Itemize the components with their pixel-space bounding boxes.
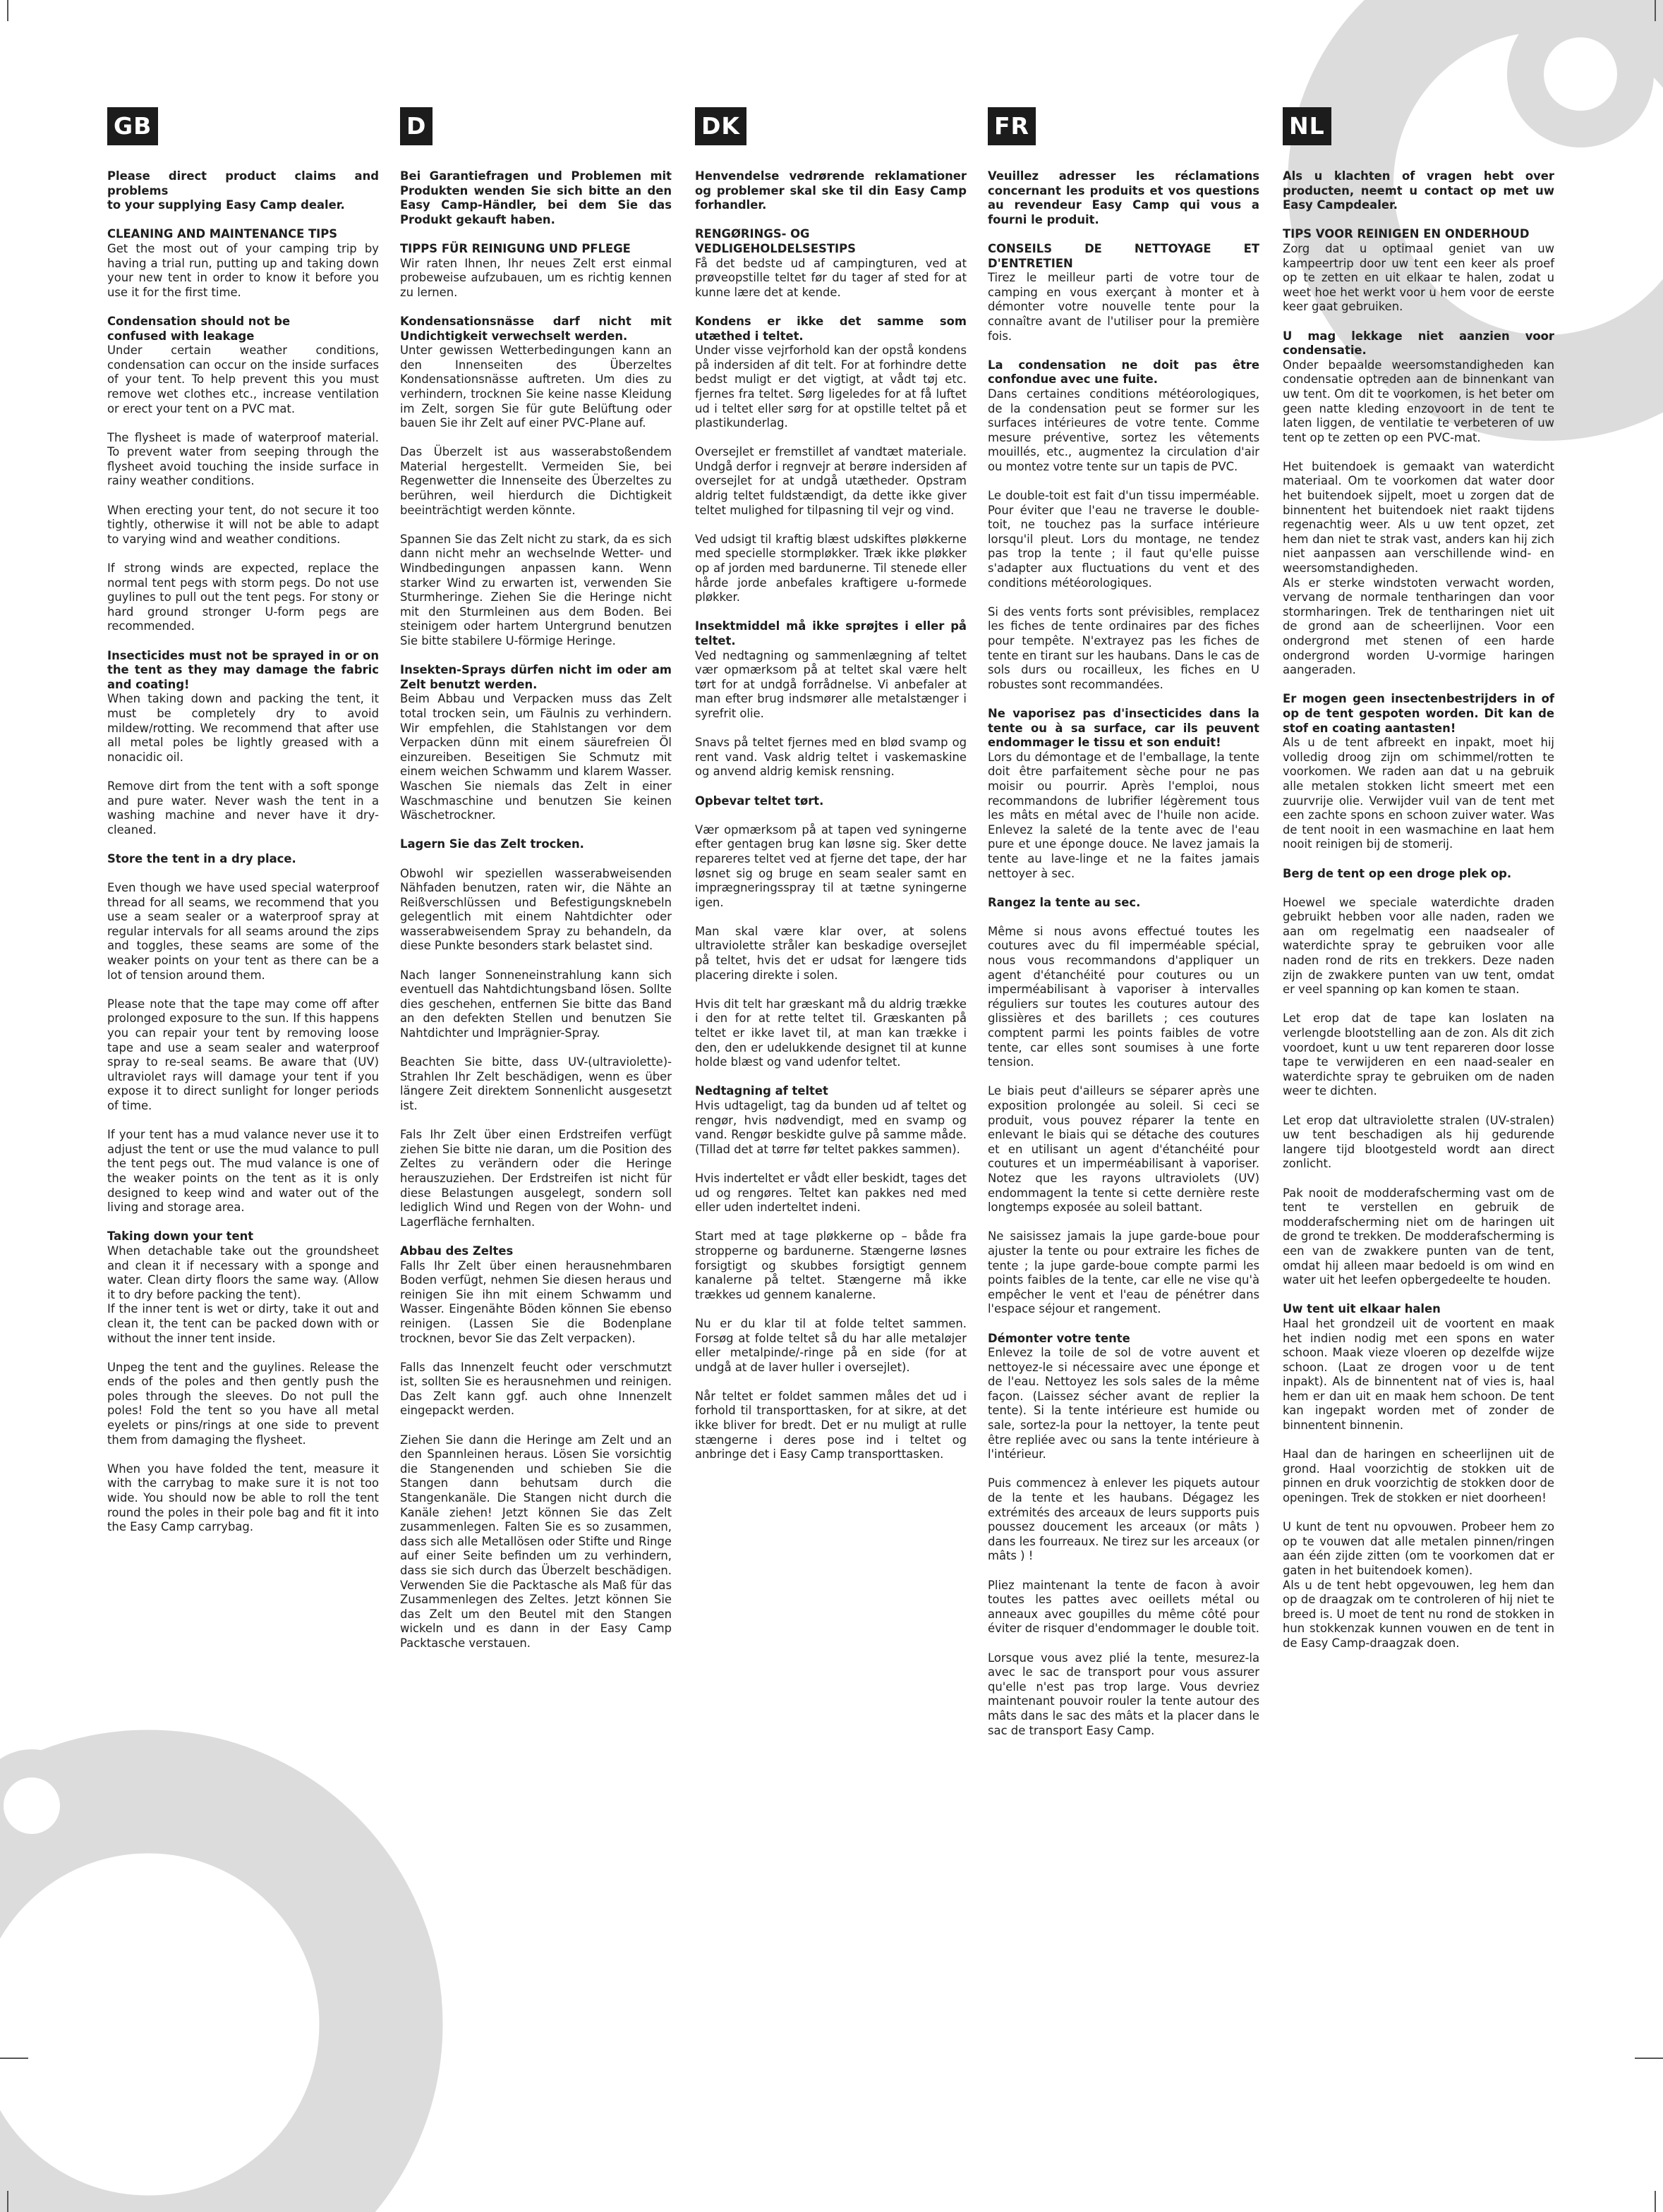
section-heading: Berg de tent op een droge plek op. xyxy=(1283,866,1512,880)
language-badge: GB xyxy=(107,107,158,145)
section-heading: TIPPS FÜR REINIGUNG UND PFLEGE xyxy=(400,241,631,255)
body-paragraph: Hvis udtageligt, tag da bunden ud af teltet og rengør, hvis nødvendigt, med en svamp og vand. Rengør beskidte gulve på samme måde. (Tillad det at tørre før teltet pakkes sammen). xyxy=(695,1099,967,1156)
body-paragraph: Let erop dat ultraviolette stralen (UV-stralen) uw tent beschadigen als hij gedurende langere tijd blootgesteld wordt aan direct zonlicht. xyxy=(1283,1113,1554,1171)
section-heading: Condensation should not be confused with leakage xyxy=(107,314,291,343)
body-paragraph: Le biais peut d'ailleurs se séparer après une exposition prolongée au soleil. Si ceci se produit, vous pouvez réparer la tente en enlevant le biais qui se détache des coutures et en utilisant un agent d'étanchéité pour coutures et un imperméabilisant à vaporiser. Notez que les rayons ultraviolets (UV) endommagent la tente si cette dernière reste longtemps exposée au soleil battant. xyxy=(988,1084,1259,1215)
body-paragraph: Ved nedtagning og sammenlægning af teltet vær opmærksom på at teltet skal være helt tørt for at undgå forrådnelse. Vi anbefaler at man efter brug indsmører alle metalstænger i syrefrit olie. xyxy=(695,648,967,720)
body-paragraph: Få det bedste ud af campingturen, ved at prøveopstille teltet før du tager af sted for at kunne lære det at kende. xyxy=(695,256,967,299)
body-paragraph: Let erop dat de tape kan loslaten na verlengde blootstelling aan de zon. Als dit zich voordoet, kunt u uw tent repareren door losse tape te verwijderen en een naad-sealer en waterdichte spray te gebruiken om de naden weer te dichten. xyxy=(1283,1011,1554,1098)
section-heading: RENGØRINGS- OG VEDLIGEHOLDELSESTIPS xyxy=(695,227,856,255)
crop-mark xyxy=(1635,2058,1663,2059)
body-paragraph: Lors du démontage et de l'emballage, la tente doit être parfaitement sèche pour ne pas moisir ou pourrir. Après l'emploi, nous recommandons de lubrifier légèrement tous les mâts en métal avec de l'huile non acide. Enlevez la saleté de la tente avec de l'eau pure et une éponge douce. Ne lavez jamais la tente au lave-linge et ne la faites jamais nettoyer à sec. xyxy=(988,750,1259,880)
section-heading: Insecticides must not be sprayed in or on the tent as they may damage the fabric and coating! xyxy=(107,648,379,691)
language-badge: FR xyxy=(988,107,1036,145)
body-paragraph: Snavs på teltet fjernes med en blød svamp og rent vand. Vask aldrig teltet i vaskemaskine og anvend aldrig kemisk rensning. xyxy=(695,736,967,779)
body-paragraph: Het buitendoek is gemaakt van waterdicht materiaal. Om te voorkomen dat water door het buitendoek sijpelt, moet u zorgen dat de binnentent het buitendoek niet raakt tijdens regenachtig weer. Als u uw tent opzet, zet hem dan niet te strak vast, anders kan hij zich niet aanpassen aan verschillende wind- en weersomstandigheden. Als er sterke windstoten verwacht worden, vervang de normale tentharingen dan voor stormharingen. Trek de tentharingen niet uit de grond aan de scheerlijnen. Voor een ondergrond met stenen of een harde ondergrond worden U-vormige haringen aangeraden. xyxy=(1283,459,1554,677)
body-paragraph: Le double-toit est fait d'un tissu imperméable. Pour éviter que l'eau ne traverse le double-toit, ne touchez pas la surface intérieure lorsqu'il pleut. Lors du montage, ne tendez pas trop la tente ; il faut qu'elle puisse s'adapter aux fluctuations du vent et des conditions météorologiques. xyxy=(988,489,1259,590)
crop-mark xyxy=(7,2191,8,2212)
section-heading: Taking down your tent xyxy=(107,1229,254,1244)
body-paragraph: Unter gewissen Wetterbedingungen kann an den Innenseiten des Überzeltes Kondensationsnässe auftreten. Um dies zu verhindern, trocknen Sie keine nasse Kleidung im Zelt, sorgen Sie für gute Belüftung oder bauen Sie ihr Zelt auf einer PVC-Plane auf. xyxy=(400,344,672,430)
body-paragraph: Hoewel we speciale waterdichte draden gebruikt hebben voor alle naden, raden we aan om regelmatig een naadsealer of waterdichte spray te gebruiken voor alle naden rond de rits en trekkers. Deze naden zijn de zwakkere punten van uw tent, omdat er veel spanning op kan komen te staan. xyxy=(1283,895,1554,997)
body-paragraph: Dans certaines conditions météorologiques, de la condensation peut se former sur les surfaces intérieures de votre tente. Comme mesure préventive, sortez les vêtements mouillés, etc., augmentez la circulation d'air ou montez votre tente sur un tapis de PVC. xyxy=(988,387,1259,473)
body-paragraph: Oversejlet er fremstillet af vandtæt materiale. Undgå derfor i regnvejr at berøre indersiden af oversejlet for at undgå utætheder. Opstram aldrig teltet fuldstændigt, da dette ikke giver teltet mulighed for tilpasning til vejr og vind. xyxy=(695,445,967,517)
body-paragraph: If strong winds are expected, replace the normal tent pegs with storm pegs. Do not use guylines to pull out the tent pegs. For stony or hard ground stronger U-form pegs are recommended. xyxy=(107,561,379,633)
body-paragraph: Tirez le meilleur parti de votre tour de camping en vous exerçant à monter et à démonter votre nouvelle tente pour la connaître avant de l'utiliser pour la première fois. xyxy=(988,271,1259,343)
language-badge: D xyxy=(400,107,433,145)
body-paragraph: When you have folded the tent, measure it with the carrybag to make sure it is not too wide. You should now be able to roll the tent round the poles in their pole bag and fit it into the Easy Camp carrybag. xyxy=(107,1462,379,1534)
body-paragraph: Nu er du klar til at folde teltet sammen. Forsøg at folde teltet så du har alle metaløjer eller metalpinde/-ringe på en side (for at undgå at de laver huller i oversejlet). xyxy=(695,1316,967,1374)
body-paragraph: Even though we have used special waterproof thread for all seams, we recommend that you use a seam sealer or a waterproof spray at regular intervals for all seams around the zips and toggles, these seams are some of the weaker points on your tent as there can be a lot of tension around them. xyxy=(107,881,379,982)
body-paragraph: Beim Abbau und Verpacken muss das Zelt total trocken sein, um Fäulnis zu verhindern. Wir empfehlen, die Stahlstangen vor dem Verpacken dünn mit einem säurefreien Öl einzureiben. Beseitigen Sie Schmutz mit einem weichen Schwamm und klarem Wasser. Waschen Sie niemals das Zelt in einer Waschmaschine und benutzen Sie keinen Wäschetrockner. xyxy=(400,692,672,822)
body-paragraph: Man skal være klar over, at solens ultraviolette stråler kan beskadige oversejlet på teltet, hvis det er udsat for længere tids placering direkte i solen. xyxy=(695,924,967,982)
section-heading: CLEANING AND MAINTENANCE TIPS xyxy=(107,227,338,241)
body-paragraph: Obwohl wir speziellen wasserabweisenden Nähfaden benutzen, raten wir, die Nähte an Reißverschlüssen und Befestigungsknebeln gelegentlich mit einem Nahtdichter oder wasserabweisendem Spray zu behandeln, da diese Punkte besonders stark belastet sind. xyxy=(400,866,672,953)
body-paragraph: Spannen Sie das Zelt nicht zu stark, da es sich dann nicht mehr an wechselnde Wetter- und Windbedingungen anpassen kann. Wenn starker Wind zu erwarten ist, verwenden Sie Sturmheringe. Ziehen Sie die Heringe nicht mit den Sturmleinen aus dem Boden. Bei steinigem oder hartem Untergrund benutzen Sie bitte stabilere U-förmige Heringe. xyxy=(400,532,672,648)
crop-mark xyxy=(1655,0,1656,21)
body-paragraph: U kunt de tent nu opvouwen. Probeer hem zo op te vouwen dat alle metalen pinnen/ringen aan één zijde zitten (om te voorkomen dat er gaten in het buitendoek komen). Als u de tent hebt opgevouwen, leg hem dan op de draagzak om te controleren of hij niet te breed is. U moet de tent nu rond de stokken in hun stokkenzak kunnen vouwen en de tent in de Easy Camp-draagzak doen. xyxy=(1283,1520,1554,1650)
section-heading: Nedtagning af teltet xyxy=(695,1084,828,1098)
section-heading: Rangez la tente au sec. xyxy=(988,895,1141,909)
body-paragraph: Hvis inderteltet er vådt eller beskidt, tages det ud og rengøres. Teltet kan pakkes ned med eller uden inderteltet indeni. xyxy=(695,1171,967,1215)
body-paragraph: Enlevez la toile de sol de votre auvent et nettoyez-le si nécessaire avec une éponge et de l'eau. Nettoyez les sols sales de la même façon. (Laissez sécher avant de replier la tente). Si la tente intérieure est humide ou sale, sortez-la pour la nettoyer, la tente peut être repliée avec ou sans la tente intérieure à l'intérieur. xyxy=(988,1346,1259,1462)
body-paragraph: Under visse vejrforhold kan der opstå kondens på indersiden af dit telt. For at forhindre dette bedst muligt er det vigtigt, at vådt tøj etc. fjernes fra teltet. Sørg ligeledes for at få luftet ud i teltet eller sørg for at opstille teltet på et plastikunderlag. xyxy=(695,344,967,430)
body-paragraph: Når teltet er foldet sammen måles det ud i forhold til transporttasken, for at sikre, at det ikke bliver for bredt. Det er nu muligt at rulle stængerne i deres pose ind i teltet og anbringe det i Easy Camp transporttasken. xyxy=(695,1389,967,1462)
section-heading: Opbevar teltet tørt. xyxy=(695,794,824,808)
body-paragraph: Zorg dat u optimaal geniet van uw kampeertrip door uw tent een keer als proef op te zetten en uit elkaar te halen, zodat u weet hoe het werkt voor u hem voor de eerste keer gaat gebruiken. xyxy=(1283,241,1554,314)
intro-paragraph: Please direct product claims and problems to your supplying Easy Camp dealer. xyxy=(107,169,379,212)
column-dk xyxy=(695,107,967,1476)
body-paragraph: Ne saisissez jamais la jupe garde-boue pour ajuster la tente ou pour extraire les fiches de tente ; la jupe garde-boue compte parmi les points faibles de la tente, car elle ne vise qu'à empêcher le vent et l'eau de pénétrer dans l'espace séjour et rangement. xyxy=(988,1229,1259,1316)
body-paragraph: Si des vents forts sont prévisibles, remplacez les fiches de tente ordinaires par des fiches pour tempête. N'extrayez pas les fiches de tente en tirant sur les haubans. Dans le cas de sols durs ou rocailleux, les fiches en U robustes sont recommandées. xyxy=(988,604,1259,691)
body-paragraph: Under certain weather conditions, condensation can occur on the inside surfaces of your tent. To help prevent this you must remove wet clothes etc., increase ventilation or erect your tent on a PVC mat. xyxy=(107,344,379,415)
section-heading: Er mogen geen insectenbestrijders in of op de tent gespoten worden. Dit kan de stof en coating aantasten! xyxy=(1283,692,1554,735)
language-badge: NL xyxy=(1283,107,1331,145)
body-paragraph: Falls Ihr Zelt über einen herausnehmbaren Boden verfügt, nehmen Sie diesen heraus und reinigen Sie ihn mit einem Schwamm und Wasser. Eingenähte Böden können Sie ebenso reinigen. (Lassen Sie die Bodenplane trocknen, bevor Sie das Zelt verpacken). xyxy=(400,1258,672,1345)
section-heading: Ne vaporisez pas d'insecticides dans la tente ou à sa surface, car ils peuvent endommager le tissu et son enduit! xyxy=(988,706,1259,750)
body-paragraph: Wir raten Ihnen, Ihr neues Zelt erst einmal probeweise aufzubauen, um es richtig kennen zu lernen. xyxy=(400,256,672,299)
body-paragraph: Haal het grondzeil uit de voortent en maak het indien nodig met een spons en water schoon. Maak vieze vloeren op dezelfde wijze schoon. (Laat ze drogen voor u de tent inpakt). Als de binnentent nat of vies is, haal hem er dan uit en maak hem schoon. De tent kan ingepakt worden met of zonder de binnentent binnenin. xyxy=(1283,1316,1554,1433)
body-paragraph: Puis commencez à enlever les piquets autour de la tente et les haubans. Dégagez les extrémités des arceaux de leurs supports puis poussez doucement les arceaux (or mâts ) dans les fourreaux. Ne tirez sur les arceaux (or mâts ) ! xyxy=(988,1476,1259,1563)
body-paragraph: Ziehen Sie dann die Heringe am Zelt und an den Spannleinen heraus. Lösen Sie vorsichtig die Stangenenden und schieben Sie die Stangen dann behutsam durch die Stangenkanäle. Die Stangen nicht durch die Kanäle ziehen! Jetzt können Sie das Zelt zusammenlegen. Falten Sie es so zusammen, dass sich alle Metallösen oder Stifte und Ringe auf einer Seite befinden um zu verhindern, dass sie sich durch das Überzelt beschädigen. Verwenden Sie die Packtasche als Maß für das Zusammenlegen des Zeltes. Jetzt können Sie das Zelt um den Beutel mit den Stangen wickeln und es dann in der Easy Camp Packtasche verstauen. xyxy=(400,1433,672,1650)
body-paragraph: Remove dirt from the tent with a soft sponge and pure water. Never wash the tent in a washing machine and never have it dry-cleaned. xyxy=(107,779,379,837)
body-paragraph: Pak nooit de modderafscherming vast om de tent te verstellen en gebruik de modderafscherming niet om de haringen uit de grond te trekken. De modderafscherming is een van de zwakkere punten van de tent, omdat hij alleen maar bedoeld is om wind en water uit het leefen opbergedeelte te houden. xyxy=(1283,1186,1554,1287)
body-paragraph: If your tent has a mud valance never use it to adjust the tent or use the mud valance to pull the tent pegs out. The mud valance is one of the weaker points on the tent as it is only designed to keep wind and water out of the living and storage area. xyxy=(107,1128,379,1215)
section-heading: Store the tent in a dry place. xyxy=(107,851,296,865)
section-heading: Kondens er ikke det samme som utæthed i teltet. xyxy=(695,314,967,343)
body-paragraph: Hvis dit telt har græskant må du aldrig trække i den for at rette teltet til. Græskanten på teltet er ikke lavet til, at man kan trække i den, den er udelukkende designet til at kunne holde blæst og vand udenfor teltet. xyxy=(695,997,967,1069)
crop-mark xyxy=(0,2058,28,2059)
body-paragraph: Onder bepaalde weersomstandigheden kan condensatie optreden aan de binnenkant van uw tent. Om dit te voorkomen, is het beter om geen natte kleding enzovoort in de tent te laten liggen, de ventilatie te verbeteren of uw tent op te zetten op een PVC-mat. xyxy=(1283,358,1554,444)
body-paragraph: The flysheet is made of waterproof material. To prevent water from seeping through the flysheet avoid touching the inside surface in rainy weather conditions. xyxy=(107,430,379,488)
body-paragraph: Please note that the tape may come off after prolonged exposure to the sun. If this happens you can repair your tent by removing loose tape and use a seam sealer and waterproof spray to re-seal seams. Be aware that (UV) ultraviolet rays will damage your tent if you expose it to direct sunlight for longer periods of time. xyxy=(107,997,379,1112)
body-paragraph: Nach langer Sonneneinstrahlung kann sich eventuell das Nahtdichtungsband lösen. Sollte dies geschehen, entfernen Sie bitte das Band an den defekten Stellen und benutzen Sie Nahtdichter und Imprägnier-Spray. xyxy=(400,968,672,1040)
column-nl xyxy=(1283,107,1554,1665)
section-heading: Lagern Sie das Zelt trocken. xyxy=(400,837,584,851)
column-body xyxy=(988,169,1259,1738)
body-paragraph: When taking down and packing the tent, it must be completely dry to avoid mildew/rotting. We recommend that after use all metal poles be lightly greased with a nonacidic oil. xyxy=(107,692,379,764)
section-heading: La condensation ne doit pas être confondue avec une fuite. xyxy=(988,358,1259,387)
body-paragraph: When detachable take out the groundsheet and clean it if necessary with a sponge and water. Clean dirty floors the same way. (Allow it to dry before packing the tent). If the inner tent is wet or dirty, take it out and clean it, the tent can be packed down with or without the inner tent inside. xyxy=(107,1244,379,1345)
crop-mark xyxy=(7,0,8,21)
column-body xyxy=(695,169,967,1462)
intro-paragraph: Henvendelse vedrørende reklamationer og problemer skal ske til din Easy Camp forhandler. xyxy=(695,169,967,212)
body-paragraph: Lorsque vous avez plié la tente, mesurez-la avec le sac de transport pour vous assurer qu'elle n'est pas trop large. Vous devriez maintenant pouvoir rouler la tente autour des mâts dans le sac des mâts et la placer dans le sac de transport Easy Camp. xyxy=(988,1651,1259,1737)
body-paragraph: Start med at tage pløkkerne op – både fra stropperne og bardunerne. Stængerne løsnes forsigtigt og skubbes forsigtigt gennem kanalerne på teltet. Stængerne må ikke trækkes ud gennem kanalerne. xyxy=(695,1229,967,1301)
body-paragraph: Haal dan de haringen en scheerlijnen uit de grond. Haal voorzichtig de stokken uit de pinnen en druk voorzichtig de stokken door de openingen. Trek de stokken er niet doorheen! xyxy=(1283,1447,1554,1505)
body-paragraph: Get the most out of your camping trip by having a trial run, putting up and taking down your new tent in order to know it before you use it for the first time. xyxy=(107,241,379,299)
section-heading: U mag lekkage niet aanzien voor condensatie. xyxy=(1283,329,1554,358)
body-paragraph: Falls das Innenzelt feucht oder verschmutzt ist, sollten Sie es herausnehmen und reinigen. Das Zelt kann ggf. auch ohne Innenzelt eingepackt werden. xyxy=(400,1360,672,1418)
body-paragraph: Beachten Sie bitte, dass UV-(ultraviolette)-Strahlen Ihr Zelt beschädigen, wenn es über längere Zeit direktem Sonnenlicht ausgesetzt ist. xyxy=(400,1055,672,1112)
column-body xyxy=(1283,169,1554,1651)
section-heading: CONSEILS DE NETTOYAGE ET D'ENTRETIEN xyxy=(988,241,1259,270)
section-heading: Kondensationsnässe darf nicht mit Undichtigkeit verwechselt werden. xyxy=(400,314,672,343)
body-paragraph: Als u de tent afbreekt en inpakt, moet hij volledig droog zijn om schimmel/rotten te voorkomen. We raden aan dat u na gebruik alle metalen stokken licht smeert met een zuurvrije olie. Verwijder vuil van de tent met een zachte spons en schoon zuiver water. Was de tent nooit in een wasmachine en laat hem nooit reinigen bij de stomerij. xyxy=(1283,736,1554,851)
body-paragraph: When erecting your tent, do not secure it too tightly, otherwise it will not be able to adapt to varying wind and weather conditions. xyxy=(107,503,379,546)
body-paragraph: Pliez maintenant la tente de facon à avoir toutes les pattes avec oeillets métal ou anneaux avec goupilles du même côté pour éviter de risquer d'endommager le double toit. xyxy=(988,1578,1259,1636)
body-paragraph: Das Überzelt ist aus wasserabstoßendem Material hergestellt. Vermeiden Sie, bei Regenwetter die Innenseite des Überzeltes zu berühren, weil hierdurch die Dichtigkeit beeinträchtigt werden könnte. xyxy=(400,445,672,517)
intro-paragraph: Als u klachten of vragen hebt over producten, neemt u contact op met uw Easy Campdealer. xyxy=(1283,169,1554,212)
column-gb xyxy=(107,107,379,1549)
body-paragraph: Vær opmærksom på at tapen ved syningerne efter gentagen brug kan løsne sig. Sker dette repareres teltet ved at fjerne det tape, der har løsnet sig og bruge en seam sealer samt en imprægneringsspray til at tætne syningerne igen. xyxy=(695,822,967,909)
body-paragraph: Même si nous avons effectué toutes les coutures avec du fil imperméable spécial, nous vous recommandons d'appliquer un agent d'étanchéité pour coutures ou un imperméabilisant à vaporiser à intervalles réguliers sur toutes les coutures autour des glissières et des barillets ; ces coutures comptent parmi les points faibles de votre tente, car elles sont soumises à une forte tension. xyxy=(988,924,1259,1069)
language-badge: DK xyxy=(695,107,746,145)
section-heading: Insekten-Sprays dürfen nicht im oder am Zelt benutzt werden. xyxy=(400,663,672,691)
crop-mark xyxy=(1655,2191,1656,2212)
body-paragraph: Fals Ihr Zelt über einen Erdstreifen verfügt ziehen Sie bitte nie daran, um die Position des Zeltes zu verändern oder die Heringe herauszuziehen. Der Erdstreifen ist nicht für diese Belastungen ausgelegt, sondern soll lediglich Wind und Regen von der Wohn- und Lagerfläche fernhalten. xyxy=(400,1128,672,1229)
section-heading: TIPS VOOR REINIGEN EN ONDERHOUD xyxy=(1283,227,1530,241)
column-body xyxy=(400,169,672,1651)
column-fr xyxy=(988,107,1259,1753)
body-paragraph: Ved udsigt til kraftig blæst udskiftes pløkkerne med specielle stormpløkker. Træk ikke pløkker op af jorden med bardunerne. Til stenede eller hårde jorde anbefales kraftigere u-formede pløkker. xyxy=(695,532,967,604)
body-paragraph: Unpeg the tent and the guylines. Release the ends of the poles and then gently push the poles through the sleeves. Do not pull the poles! Fold the tent so you have all metal eyelets or pins/rings at one side to prevent them from damaging the flysheet. xyxy=(107,1360,379,1447)
section-heading: Abbau des Zeltes xyxy=(400,1244,514,1258)
intro-paragraph: Veuillez adresser les réclamations concernant les produits et vos questions au revendeur Easy Camp qui vous a fourni le produit. xyxy=(988,169,1259,226)
column-d xyxy=(400,107,672,1665)
intro-paragraph: Bei Garantiefragen und Problemen mit Produkten wenden Sie sich bitte an den Easy Camp-Händler, bei dem Sie das Produkt gekauft haben. xyxy=(400,169,672,226)
section-heading: Démonter votre tente xyxy=(988,1331,1130,1345)
column-body xyxy=(107,169,379,1535)
section-heading: Insektmiddel må ikke sprøjtes i eller på teltet. xyxy=(695,619,967,648)
section-heading: Uw tent uit elkaar halen xyxy=(1283,1302,1441,1316)
